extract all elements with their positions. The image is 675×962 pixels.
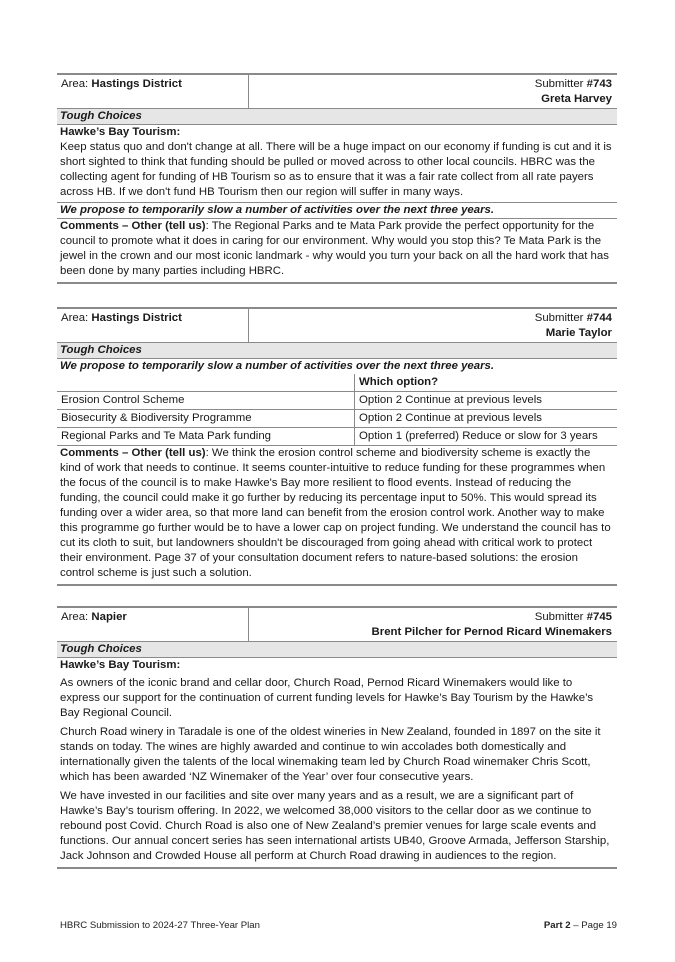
section-heading: Tough Choices [57, 343, 617, 359]
proposal-heading: We propose to temporarily slow a number of activities over the next three years. [57, 203, 617, 219]
submitter-label: Submitter [534, 78, 587, 90]
area-label: Area: [61, 312, 92, 324]
comments-label: Comments – Other (tell us) [60, 447, 206, 459]
submitter-cell [249, 75, 617, 108]
comments [57, 219, 617, 284]
area-cell [57, 75, 249, 108]
submitter-label: Submitter [534, 312, 587, 324]
submitter-cell [249, 309, 617, 342]
area-label: Area: [61, 78, 92, 90]
footer-page [544, 918, 617, 933]
option-choice: Option 2 Continue at previous levels [355, 392, 618, 410]
comments-text: : The Regional Parks and te Mata Park provide the perfect opportunity for the council to promote what it does in caring for our environment. Why would you stop this? Te Mata Park is the jewel in the crown and our most iconic landmark - why would you turn your back on all the hard work that has been done by many parties including HBRC. [60, 220, 609, 277]
table-row [57, 428, 617, 446]
section-heading: Tough Choices [57, 642, 617, 658]
comments-label: Comments – Other (tell us) [60, 220, 206, 232]
area-cell [57, 309, 249, 342]
area-value: Hastings District [91, 78, 182, 90]
area-value: Hastings District [91, 312, 182, 324]
paragraph: As owners of the iconic brand and cellar door, Church Road, Pernod Ricard Winemakers would like to express our support for the continuation of current funding levels for Hawke’s Bay Tourism by the Hawke’s Bay Regional Council. [60, 677, 594, 719]
comments-text: : We think the erosion control scheme and biodiversity scheme is exactly the kind of work that needs to continue. It seems counter-intuitive to reduce funding for these programmes when the focus of the council is to make Hawke's Bay more resilient to flood events. Instead of reducing the funding, the council could make it go further by reducing its percentage input to 50%. This would spread its funding over a wider area, so that more land can benefit from the erosion control work. Another way to make this programme go further would be to have a lower cap on project funding. We understand the council has to cut its cloth to suit, but landowners shouldn't be discouraged from going ahead with critical work to protect their environment. Page 37 of your consultation document refers to nature-based solutions: the erosion control scheme is just such a solution. [60, 447, 611, 579]
paragraph: We have invested in our facilities and site over many years and as a result, we are a significant part of Hawke’s Bay’s tourism offering. In 2022, we welcomed 38,000 visitors to the cellar door as we continue to rebound post Covid. Church Road is also one of New Zealand’s premier venues for large scale events and functions. Our annual concert series has seen international artists UB40, Groove Armada, Jefferson Starship, Jack Johnson and Crowded House all perform at Church Road drawing in audiences to the region. [60, 790, 610, 862]
option-choice: Option 1 (preferred) Reduce or slow for 3 years [355, 428, 618, 446]
option-activity: Biosecurity & Biodiversity Programme [57, 410, 355, 428]
area-cell [57, 608, 249, 641]
submission-745 [57, 606, 617, 869]
option-activity: Regional Parks and Te Mata Park funding [57, 428, 355, 446]
section-heading: Tough Choices [57, 109, 617, 125]
comments [57, 446, 617, 586]
topic-heading: Hawke’s Bay Tourism: [60, 126, 181, 138]
submitter-name: Greta Harvey [541, 93, 612, 105]
table-row [57, 392, 617, 410]
submitter-number: #744 [586, 312, 612, 324]
submitter-cell [249, 608, 617, 641]
area-value: Napier [91, 611, 127, 623]
options-header: Which option? [355, 374, 618, 392]
submission-header [57, 606, 617, 642]
options-header-empty [57, 374, 355, 392]
proposal-heading: We propose to temporarily slow a number of activities over the next three years. [60, 360, 495, 372]
footer-title: HBRC Submission to 2024-27 Three-Year Plan [60, 920, 260, 931]
submitter-label: Submitter [534, 611, 587, 623]
topic-heading: Hawke’s Bay Tourism: [60, 659, 181, 671]
page-footer [60, 918, 617, 933]
table-row [57, 410, 617, 428]
submission-header [57, 307, 617, 343]
paragraph: Church Road winery in Taradale is one of the oldest wineries in New Zealand, founded in 1897 on the site it stands on today. The wines are highly awarded and continue to win accolades both domestically and internationally given the talents of the local winemaking team led by Church Road winemaker Chris Scott, which has been awarded ‘NZ Winemaker of the Year’ over four consecutive years. [60, 726, 601, 783]
submission-header [57, 73, 617, 109]
footer-page-number: – Page 19 [570, 920, 617, 931]
topic-text: Keep status quo and don't change at all. There will be a huge impact on our economy if funding is cut and it is short sighted to think that funding should be pulled or moved across to other local councils. HBRC was the collecting agent for funding of HB Tourism so as to ensure that it was a fair rate collect from all rate payers across HB. If we don't fund HB Tourism then our region will suffer in many ways. [57, 140, 617, 203]
submission-743 [57, 73, 617, 284]
topic-body [57, 676, 617, 869]
options-table [57, 374, 617, 446]
submitter-number: #745 [586, 611, 612, 623]
options-header-row [57, 374, 617, 392]
footer-part: Part 2 [543, 920, 571, 931]
submitter-name: Marie Taylor [545, 327, 612, 339]
submitter-number: #743 [586, 78, 612, 90]
option-activity: Erosion Control Scheme [57, 392, 355, 410]
area-label: Area: [61, 611, 92, 623]
option-choice: Option 2 Continue at previous levels [355, 410, 618, 428]
submitter-name: Brent Pilcher for Pernod Ricard Winemakers [371, 626, 612, 638]
submission-744 [57, 307, 617, 586]
